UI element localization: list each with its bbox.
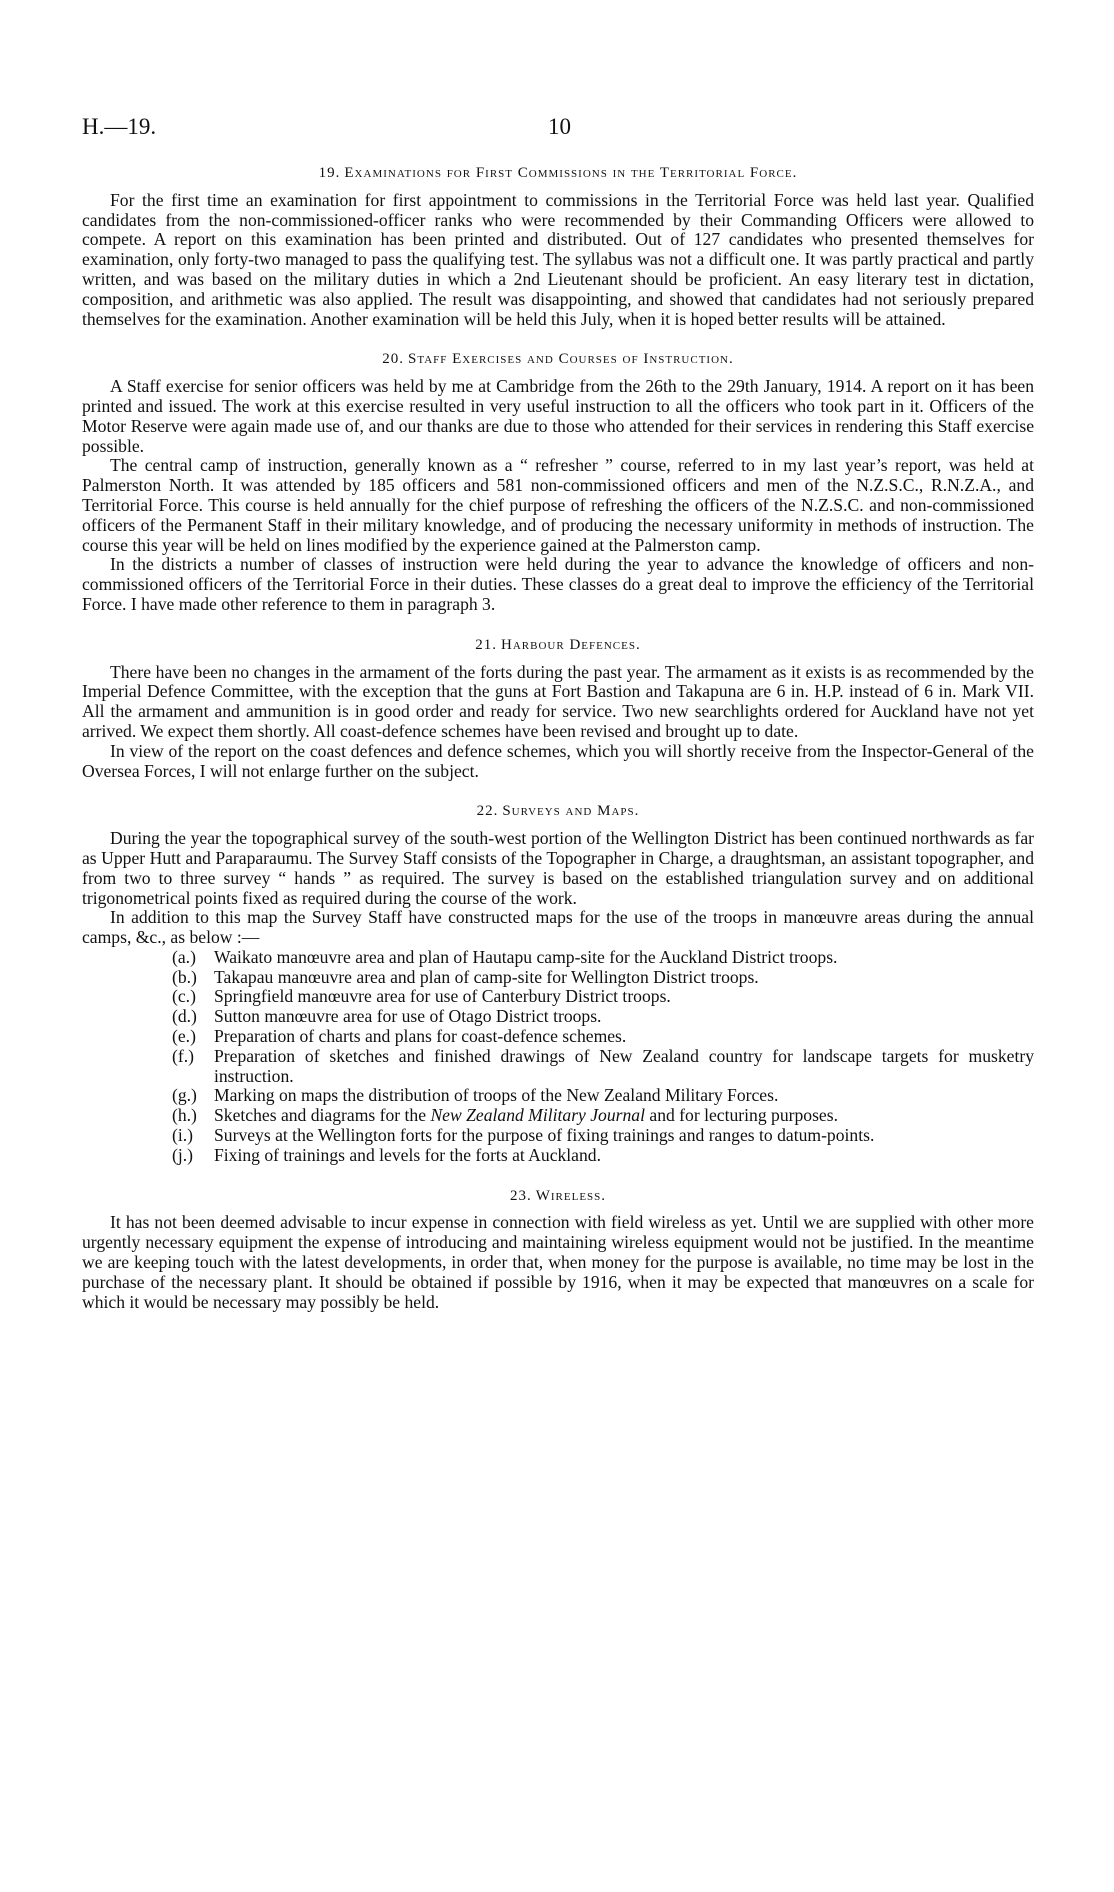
paragraph: The central camp of instruction, generally known as a “ refresher ” course, referred to in my last year’s report, was held at Palmerston North. It was attended by 185 officers and 581 non-commissioned officers and men of the N.Z.S.C., R.N.Z.A., and Territorial Force. This course is held annually for the chief purpose of refreshing the officers of the N.Z.S.C. and non-commissioned officers of the Permanent Staff in their military knowledge, and of producing the necessary uniformity in methods of instruction. The course this year will be held on lines modified by the experience gained at the Palmerston camp. (82, 455, 1034, 555)
list-item: (c.) Springfield manœuvre area for use of Canterbury District troops. (172, 987, 1034, 1007)
list-item-text: Sketches and diagrams for the New Zealand Military Journal and for lecturing purposes. (214, 1105, 838, 1126)
section-19 (82, 164, 1034, 329)
list-item-text: Preparation of sketches and finished drawings of New Zealand country for landscape targets for musketry instruction. (214, 1045, 1034, 1086)
paragraph: There have been no changes in the armament of the forts during the past year. The armament as it exists is as recommended by the Imperial Defence Committee, with the exception that the guns at Fort Bastion and Takapuna are 6 in. H.P. instead of 6 in. Mark VII. All the armament and ammunition is in good order and ready for service. Two new searchlights ordered for Auckland have not yet arrived. We expect them shortly. All coast-defence schemes have been revised and brought up to date. (82, 661, 1034, 741)
paragraph: In view of the report on the coast defences and defence schemes, which you will shortly receive from the Inspector-General of the Oversea Forces, I will not enlarge further on the subject. (82, 740, 1034, 781)
section-title: Harbour Defences. (501, 636, 641, 653)
list-item: (j.) Fixing of trainings and levels for the forts at Auckland. (172, 1146, 1034, 1166)
paragraph: In addition to this map the Survey Staff have constructed maps for the use of the troops in manœuvre areas during the annual camps, &c., as below :— (82, 907, 1034, 948)
section-heading (82, 802, 1034, 822)
list-item-text: Surveys at the Wellington forts for the purpose of fixing trainings and ranges to datum-points. (214, 1125, 875, 1146)
page-number: 10 (548, 114, 571, 139)
list-item-text: Springfield manœuvre area for use of Canterbury District troops. (214, 986, 671, 1007)
paragraph: For the first time an examination for first appointment to commissions in the Territorial Force was held last year. Qualified candidates from the non-commissioned-officer ranks who were recommended by their Commanding Officers were allowed to compete. A report on this examination has been printed and distributed. Out of 127 candidates who presented themselves for examination, only forty-two managed to pass the qualifying test. The syllabus was not a difficult one. It was partly practical and partly written, and was based on the military duties in which a 2nd Lieutenant should be proficient. An easy literary test in dictation, composition, and arithmetic was also applied. The result was disappointing, and showed that candidates had not seriously prepared themselves for the examination. Another examination will be held this July, when it is hoped better results will be attained. (82, 189, 1034, 329)
section-title: Wireless. (535, 1187, 607, 1204)
list-item-label: j (177, 1144, 183, 1165)
list-item: (e.) Preparation of charts and plans for coast-defence schemes. (172, 1027, 1034, 1047)
section-heading (82, 636, 1034, 656)
section-title: Examinations for First Commissions in the Territorial Force. (344, 165, 798, 181)
paragraph: During the year the topographical survey of the south-west portion of the Wellington District has been continued northwards as far as Upper Hutt and Paraparaumu. The Survey Staff consists of the Topographer in Charge, a draughtsman, an assistant topographer, and from two to three survey “ hands ” as required. The survey is based on the established triangulation survey and on additional trigonometrical points fixed as required during the course of the work. (82, 828, 1034, 908)
list-item: (g.) Marking on maps the distribution of troops of the New Zealand Military Forces. (172, 1086, 1034, 1106)
section-heading (82, 1187, 1034, 1207)
list-item-label: b (177, 966, 187, 987)
list-item: (f.) Preparation of sketches and finished drawings of New Zealand country for landscape targets for musketry instruction. (172, 1045, 1034, 1086)
section-number: 22. (476, 803, 499, 820)
section-title: Staff Exercises and Courses of Instruction. (408, 351, 734, 368)
document-reference: H.—19. (82, 114, 157, 139)
section-22 (82, 802, 1034, 1165)
list-item-text: Takapau manœuvre area and plan of camp-site for Wellington District troops. (214, 966, 759, 987)
list-item-text: Waikato manœuvre area and plan of Hautapu camp-site for the Auckland District troops. (214, 946, 838, 967)
section-number: 21. (475, 636, 498, 653)
list-item: (d.) Sutton manœuvre area for use of Otago District troops. (172, 1007, 1034, 1027)
section-21 (82, 636, 1034, 782)
section-20 (82, 350, 1034, 614)
map-list (172, 948, 1034, 1166)
list-item-text: Fixing of trainings and levels for the forts at Auckland. (214, 1144, 601, 1165)
list-item-label: i (177, 1125, 183, 1146)
section-title: Surveys and Maps. (502, 803, 640, 820)
list-item-label: e (177, 1026, 186, 1047)
list-item: (a.) Waikato manœuvre area and plan of Hautapu camp-site for the Auckland District troops. (172, 948, 1034, 968)
section-number: 23. (509, 1187, 532, 1204)
list-item-text: Marking on maps the distribution of troops of the New Zealand Military Forces. (214, 1085, 779, 1106)
paragraph: In the districts a number of classes of instruction were held during the year to advance the knowledge of officers and non-commissioned officers of the Territorial Force in their duties. These classes do a great deal to improve the efficiency of the Territorial Force. I have made other reference to them in paragraph 3. (82, 554, 1034, 614)
paragraph: It has not been deemed advisable to incur expense in connection with field wireless as yet. Until we are supplied with other more urgently necessary equipment the expense of introducing and maintaining wireless equipment would not be justified. In the meantime we are keeping touch with the latest developments, in order that, when money for the purpose is available, no time may be lost in the purchase of the necessary plant. It should be obtained if possible by 1916, when it may be expected that manœuvres on a scale for which it would be necessary may possibly be held. (82, 1212, 1034, 1312)
paragraph: A Staff exercise for senior officers was held by me at Cambridge from the 26th to the 29th January, 1914. A report on it has been printed and issued. The work at this exercise resulted in very useful instruction to all the officers who took part in it. Officers of the Motor Reserve were again made use of, and our thanks are due to those who attended for their services in rendering this Staff exercise possible. (82, 376, 1034, 456)
section-number: 19. (318, 165, 341, 181)
section-heading (82, 350, 1034, 370)
list-item-label: a (177, 946, 186, 967)
list-item-label: g (177, 1085, 187, 1106)
section-number: 20. (382, 351, 405, 368)
list-item: (i.) Surveys at the Wellington forts for the purpose of fixing trainings and ranges to datum-points. (172, 1126, 1034, 1146)
journal-title: New Zealand Military Journal (430, 1105, 645, 1126)
list-item-text: Sutton manœuvre area for use of Otago District troops. (214, 1006, 602, 1027)
list-item: (b.) Takapau manœuvre area and plan of camp-site for Wellington District troops. (172, 968, 1034, 988)
list-item-label: c (177, 986, 186, 1007)
list-item-label: f (177, 1045, 184, 1066)
list-item-label: d (177, 1006, 187, 1027)
section-heading (82, 164, 1034, 184)
list-item-label: h (177, 1105, 187, 1126)
section-23 (82, 1187, 1034, 1313)
list-item: (h.) Sketches and diagrams for the New Zealand Military Journal and for lecturing purposes. (172, 1106, 1034, 1126)
list-item-text: Preparation of charts and plans for coast-defence schemes. (214, 1026, 627, 1047)
document-body (82, 164, 1034, 1333)
